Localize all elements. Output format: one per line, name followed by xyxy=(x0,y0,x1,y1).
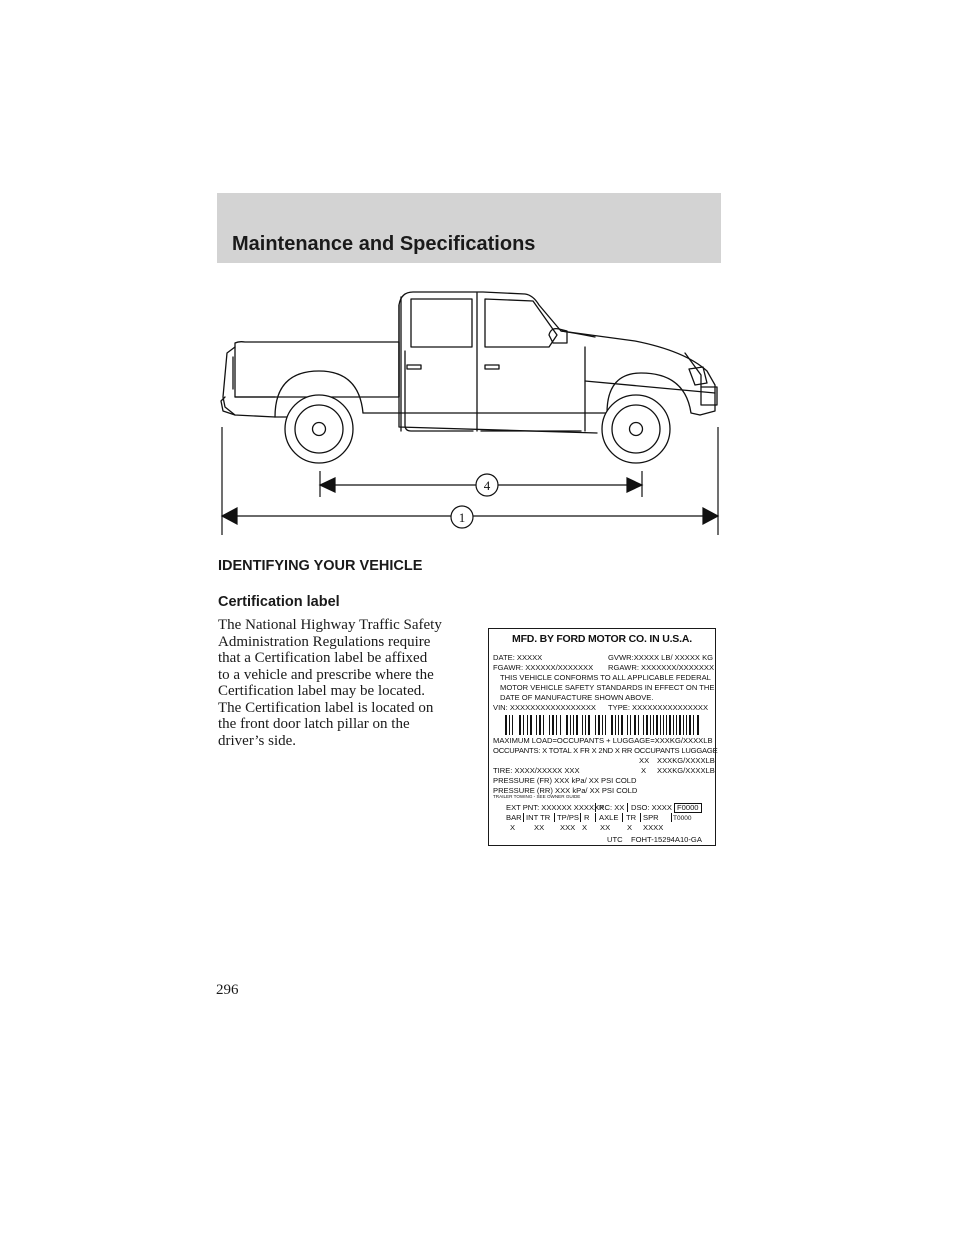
truck-side-view-diagram xyxy=(215,285,725,540)
sub-heading: Certification label xyxy=(218,594,340,610)
cert-val-r: X xyxy=(582,823,588,832)
body-line: that a Certification label be affixed xyxy=(218,650,428,666)
cert-val-spr: XXXX xyxy=(643,823,664,832)
cert-table-divider xyxy=(595,803,596,812)
section-header-band xyxy=(217,193,721,263)
body-line: The Certification label is located on xyxy=(218,699,434,716)
cert-val-int-tr: XX xyxy=(534,823,545,832)
cert-table-divider xyxy=(622,813,623,822)
cert-type: TYPE: XXXXXXXXXXXXXXX xyxy=(608,703,709,712)
cert-conform-line: DATE OF MANUFACTURE SHOWN ABOVE. xyxy=(500,693,654,702)
body-line: Administration Regulations require xyxy=(218,633,431,650)
cert-code: T0000 xyxy=(673,815,692,822)
cert-table-divider xyxy=(580,813,581,822)
cert-vin: VIN: XXXXXXXXXXXXXXXXX xyxy=(493,703,596,712)
cert-figure-id: FOHT-15294A10-GA xyxy=(631,835,702,844)
cert-rc: RC: XX xyxy=(599,803,625,812)
cert-col-r: R xyxy=(584,813,590,822)
cert-occupants: OCCUPANTS: X TOTAL X FR X 2ND X RR OCCUPANTS LUGGAGE xyxy=(493,746,718,755)
callout-wheelbase: 4 xyxy=(483,478,491,493)
cert-col-axle: AXLE xyxy=(599,813,619,822)
cert-val-axle: XX xyxy=(600,823,611,832)
cert-table-divider xyxy=(554,813,555,822)
page-title: Maintenance and Specifications xyxy=(232,233,536,255)
cert-table-divider xyxy=(640,813,641,822)
body-line: driver’s side. xyxy=(218,732,297,749)
body-line: to a vehicle and prescribe where the xyxy=(218,666,434,683)
body-line: the front door latch pillar on the xyxy=(218,716,410,732)
cert-tire: TIRE: XXXX/XXXXX XXX xyxy=(493,766,580,775)
body-line: Certification label may be located. xyxy=(218,683,425,699)
cert-col-spr: SPR xyxy=(643,813,659,822)
cert-trailer-note: TRAILER TOWING - SEE OWNER GUIDE xyxy=(493,794,581,799)
cert-gvwr: GVWR:XXXXX LB/ XXXXX KG xyxy=(608,653,714,662)
cert-date: DATE: XXXXX xyxy=(493,653,543,662)
vin-barcode xyxy=(503,715,703,735)
cert-label-title: MFD. BY FORD MOTOR CO. IN U.S.A. xyxy=(512,633,692,645)
cert-ext-paint: EXT PNT: XXXXXX XXXXXX xyxy=(506,803,605,812)
cert-col-tp-ps: TP/PS xyxy=(557,813,579,822)
page-number: 296 xyxy=(216,982,239,998)
cert-occupant-count: X xyxy=(641,766,647,775)
cert-luggage-weight: XXXKG/XXXXLB xyxy=(657,766,715,775)
cert-table-divider xyxy=(523,813,524,822)
certification-label-illustration xyxy=(488,628,716,846)
cert-code-box: F0000 xyxy=(674,803,702,813)
cert-table-divider xyxy=(671,813,672,822)
cert-pressure-front: PRESSURE (FR) XXX kPa/ XX PSI COLD xyxy=(493,776,637,785)
cert-col-tr: TR xyxy=(626,813,637,822)
cert-fgawr: FGAWR: XXXXXX/XXXXXXX xyxy=(493,663,594,672)
cert-col-int-tr: INT TR xyxy=(526,813,551,822)
cert-max-load: MAXIMUM LOAD=OCCUPANTS + LUGGAGE=XXXKG/XXXXLB xyxy=(493,736,713,745)
cert-table-divider xyxy=(627,803,628,812)
cert-rgawr: RGAWR: XXXXXXX/XXXXXXX xyxy=(608,663,715,672)
body-paragraph xyxy=(218,617,474,749)
cert-utc: UTC xyxy=(607,835,623,844)
cert-table-divider xyxy=(595,813,596,822)
cert-occupant-count: XX xyxy=(639,756,650,765)
section-heading: IDENTIFYING YOUR VEHICLE xyxy=(218,558,423,574)
cert-conform-line: MOTOR VEHICLE SAFETY STANDARDS IN EFFECT ON THE xyxy=(500,683,715,692)
cert-dso: DSO: XXXX xyxy=(631,803,672,812)
cert-val-tr: X xyxy=(627,823,633,832)
cert-val-tp-ps: XXX xyxy=(560,823,576,832)
callout-overall-length: 1 xyxy=(458,510,466,525)
cert-col-bar: BAR xyxy=(506,813,522,822)
cert-luggage-weight: XXXKG/XXXXLB xyxy=(657,756,715,765)
body-line: The National Highway Traffic Safety xyxy=(218,617,442,633)
cert-val-bar: X xyxy=(510,823,516,832)
cert-conform-line: THIS VEHICLE CONFORMS TO ALL APPLICABLE FEDERAL xyxy=(500,673,711,682)
cert-pressure-rear: PRESSURE (RR) XXX kPa/ XX PSI COLD xyxy=(493,786,638,795)
